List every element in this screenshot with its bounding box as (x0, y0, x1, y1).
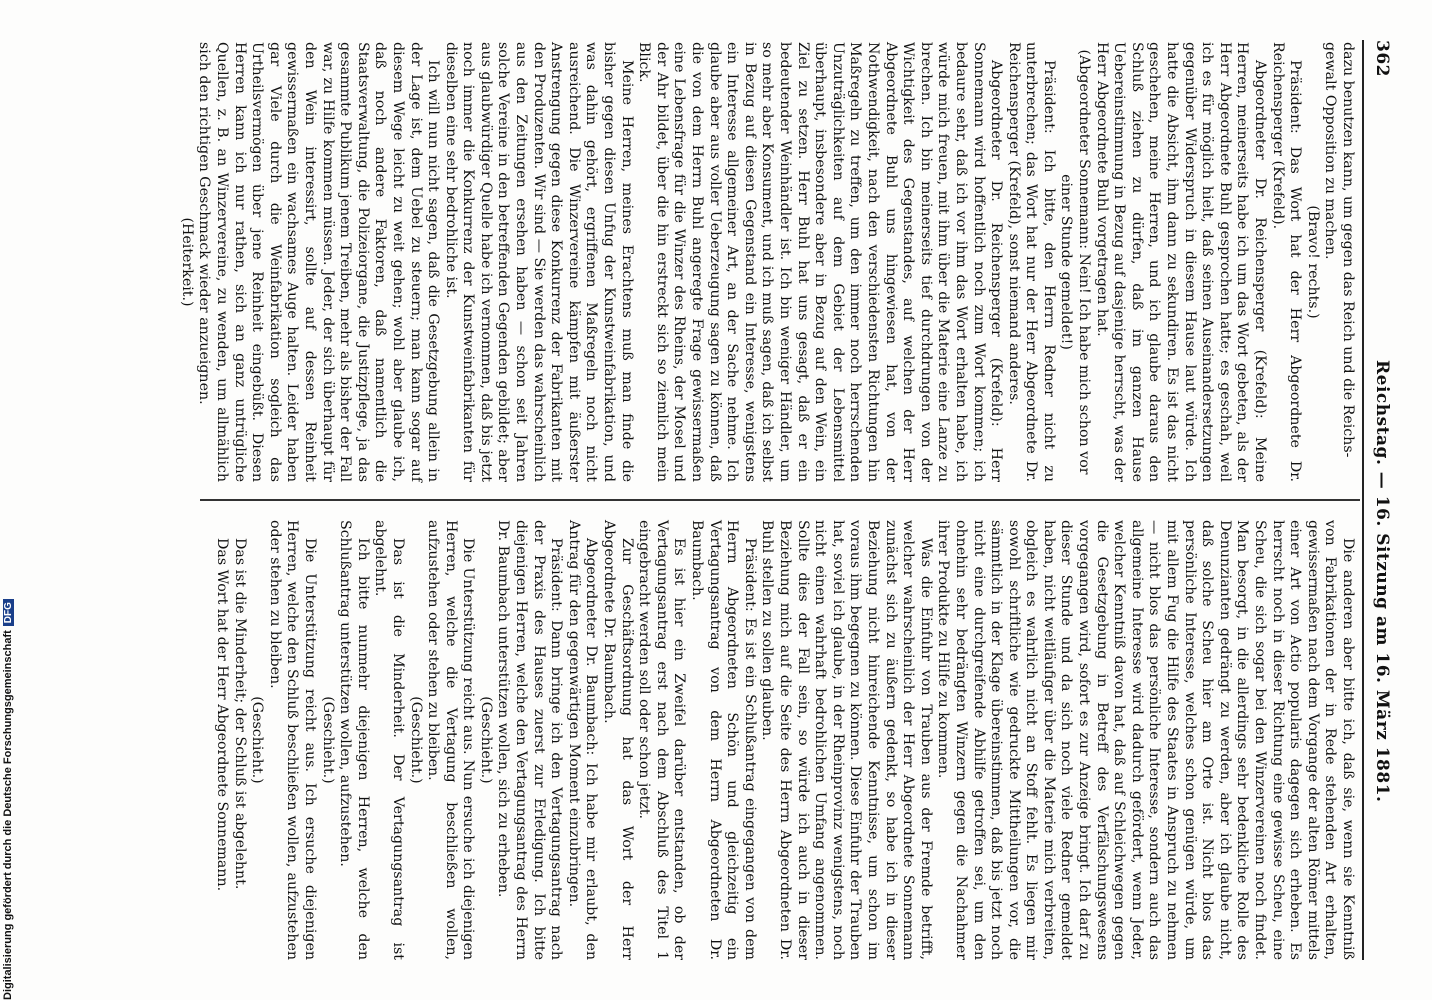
digitisation-credit (2, 600, 14, 1000)
paragraph: Das ist die Minderheit; der Schluß ist abgelehnt. (231, 538, 248, 890)
paragraph: Ich bitte nunmehr diejenigen Herren, welche den Schlußantrag unterstützen wollen, aufzustehen. (337, 520, 371, 960)
paragraph: Präsident: Es ist ein Schlußantrag eingegangen von dem Herrn Abgeordneten Schön und gleichzeitig ein Vertagungsantrag von dem Herrn Abgeordneten Dr. Baumbach. (689, 520, 758, 960)
column-divider (200, 499, 1360, 501)
paragraph: Abgeordneter Dr. Reichensperger (Krefeld): Meine Herren, meinerseits habe ich um das Wort gebeten, als der Herr Abgeordnete Buhl gesprochen hatte; es geschah, weil ich es für möglich hielt, daß seinen Auseinandersetzungen gegenüber Widerspruch in diesem Hause laut würde. Ich hatte die Absicht, ihm dann zu sekundiren. Es ist das nicht geschehen, meine Herren, und ich glaube daraus den Schluß ziehen zu dürfen, daß im ganzen Hause Uebereinstimmung in Bezug auf dasjenige herrscht, was der Herr Abgeordnete Buhl vorgetragen hat. (1093, 42, 1269, 482)
page-header (1364, 40, 1392, 960)
paragraph: (Heiterkeit.) (178, 217, 195, 307)
paragraph: Meine Herren, meines Erachtens muß man finde die bisher gegen diesen Unfug der Kunstweinfabrikation, und was dahin gehört, ergriffenen Maßregeln noch nicht ausreichend. Die Winzervereine kämpfen mit äußerster Anstrengung gegen diese Konkurrenz der Fabrikanten mit den Produzenten. Wir sind — Sie werden das wahrscheinlich aus den Zeitungen ersehen haben — schon seit Jahren solche Vereine in den betreffenden Gegenden gebildet; aber aus glaubwürdiger Quelle habe ich vernommen, daß bis jetzt noch immer die Konkurrenz der Kunstweinfabrikanten für dieselben eine sehr bedrohliche ist. (442, 42, 635, 482)
rotated-content (100, 0, 1400, 1000)
header-rule (1362, 40, 1364, 960)
paragraph: (Bravo! rechts.) (1304, 205, 1321, 319)
paragraph: Präsident: Dann bringe ich den Vertagungsantrag nach der Praxis des Hauses zuerst zur Erledigung. Ich bitte diejenigen Herren, welche den Vertagungsantrag des Herrn Dr. Baumbach unterstützen wollen, sich zu erheben. (495, 520, 565, 960)
paragraph: (Abgeordneter Sonnemann: Nein! Ich habe mich schon vor einer Stunde gemeldet!) (1058, 49, 1093, 475)
paragraph: Zur Geschäftsordnung hat das Wort der Herr Abgeordnete Dr. Baumbach. (601, 520, 635, 960)
running-head: Reichstag. — 16. Sitzung am 16. März 1881. (1372, 360, 1392, 803)
paragraph: Es ist hier ein Zweifel darüber entstanden, ob der Vertagungsantrag erst nach dem Abschluß des Titel 1 eingebracht werden soll oder schon jetzt. (636, 520, 688, 960)
page-number: 362 (1372, 40, 1392, 77)
paragraph: Abgeordneter Dr. Baumbach: Ich habe mir erlaubt, den Antrag für den gegenwärtigen Moment einzubringen. (565, 520, 600, 960)
dfg-logo: DFG (3, 599, 14, 626)
paragraph: Abgeordneter Dr. Reichensperger (Krefeld): Herr Sonnemann wird hoffentlich noch zum Wort kommen; ich bedaure sehr, daß ich vor ihm das Wort erhalten habe, ich würde mich freuen, mit ihm über die Materie eine Lanze zu brechen. Ich bin meinerseits tief durchdrungen von der Wichtigkeit des Gegenstandes, auf welchen der Herr Abgeordnete Buhl uns hingewiesen hat, von der Nothwendigkeit, nach den verschiedensten Richtungen hin Maßregeln zu treffen, um den immer noch herrschenden Unzuträglichkeiten auf dem Gebiet der Lebensmittel überhaupt, insbesondere aber in Bezug auf den Wein, ein Ziel zu setzen. Herr Buhl hat uns gesagt, daß er ein bedeutender Weinhändler ist. Ich bin weniger Händler, um so mehr aber Konsument, und ich muß sagen, daß ich selbst in Bezug auf diesen Gegenstand ein Interesse, wenigstens ein Interesse allgemeiner Art, an der Sache nehme. Ich glaube aber aus voller Ueberzeugung sagen zu können, daß die von dem Herrn Buhl angeregte Frage gewissermaßen eine Lebensfrage für die Winzer des Rheins, der Mosel und der Ahr bildet, über die hin erstreckt sich so ziemlich mein Blick. (636, 42, 1005, 482)
left-column (177, 42, 1356, 482)
paragraph: (Geschieht.) (319, 696, 336, 784)
paragraph: Das Wort hat der Herr Abgeordnete Sonnemann. (214, 538, 230, 892)
paragraph: (Geschieht.) (407, 696, 424, 784)
paragraph: dazu benutzen kann, um gegen das Reich und die Reichs- (1340, 42, 1356, 458)
paragraph: Das ist die Minderheit. Der Vertagungsantrag ist abgelehnt. (372, 520, 406, 960)
credit-text: Digitalisierung gefördert durch die Deutsche Forschungsgemeinschaft (2, 630, 14, 1000)
paragraph: Die Unterstützung reicht aus. Nun ersuche ich diejenigen Herren, welche die Vertagung beschließen wollen, aufzustehen oder stehen zu bleiben. (425, 520, 477, 960)
paragraph: (Geschieht.) (249, 696, 266, 784)
paragraph: Die Unterstützung reicht aus. Ich ersuche diejenigen Herren, welche den Schluß beschließen wollen, aufzustehen oder stehen zu bleiben. (266, 520, 318, 960)
paragraph: Ich will nun nicht sagen, daß die Gesetzgebung allein in der Lage ist, dem Uebel zu steuern; man kann sogar auf diesem Wege leicht zu weit gehen; wohl aber glaube ich, daß noch andere Faktoren, daß namentlich die Staatsverwaltung, die Polizeiorgane, die Justizpflege, ja das gesammte Publikum jenem Treiben, mehr als bisher der Fall war, zu Hilfe kommen müssen. Jeder, der sich überhaupt für den Wein interessirt, sollte auf dessen Reinheit gewissermaßen ein wachsames Auge halten. Leider haben gar Viele durch die Weinfabrikation sogleich das Urtheilsvermögen über jene Reinheit eingebüßt. Diesen Herren kann ich nur rathen, sich an ganz untrügliche Quellen, z. B. an Winzervereine, zu wenden, um allmählich sich den richtigen Geschmack wieder anzueignen. (196, 42, 442, 482)
right-column (212, 520, 1356, 960)
paragraph: Präsident: Ich bitte, den Herrn Redner nicht zu unterbrechen; das Wort hat nur der Herr Abgeordnete Dr. Reichensperger (Krefeld), sonst niemand anderes. (1005, 42, 1057, 482)
paragraph: (Geschieht.) (477, 696, 494, 784)
paragraph: Die anderen aber bitte ich, daß sie, wenn sie Kenntniß von Fabrikationen der in Rede stehenden Art erhalten, gewissermaßen nach dem Vorgange der alten Römer mittels einer Art von Actio popularis dagegen sich erheben. Es herrscht noch in dieser Richtung eine gewisse Scheu, eine Scheu, die sich sogar bei den Winzervereinen noch findet. Man besorgt, in die allerdings sehr bedenkliche Rolle des Denunzianten gedrängt zu werden, aber ich glaube nicht, daß solche Scheu hier am Orte ist. Nicht blos das persönliche Interesse, welches schon genügen würde, um mit allem Fug die Hilfe des Staates in Anspruch zu nehmen — nicht blos das persönliche Interesse, sondern auch das allgemeine Interesse wird dadurch gefördert, wenn Jeder, welcher Kenntniß davon hat, daß auf Schleichwegen gegen die Gesetzgebung in Betreff des Verfälschungswesens vorgegangen wird, sofort es zur Anzeige bringt. Ich darf zu dieser Stunde und da sich noch viele Redner gemeldet haben, nicht weitläufiger über die Materie mich verbreiten, obgleich es wahrlich nicht an Stoff fehlt. Es liegen mir sowohl schriftliche wie gedruckte Mittheilungen vor, die sämmtlich in der Klage übereinstimmen, daß bis jetzt noch nicht eine durchgreifende Abhilfe getroffen sei, um den ohnehin sehr bedrängten Winzern gegen die Nachahmer ihrer Produkte zu Hilfe zu kommen. (935, 520, 1356, 960)
paragraph: Präsident: Das Wort hat der Herr Abgeordnete Dr. Reichensperger (Krefeld). (1269, 42, 1304, 482)
paragraph: Was die Einfuhr von Trauben aus der Fremde betrifft, welcher wahrscheinlich der Herr Abgeordnete Sonnemann zunächst sich zu äußern gedenkt, so habe ich in dieser Beziehung nicht hinreichende Kenntnisse, um schon im voraus ihm begegnen zu können. Diese Einfuhr der Trauben hat, soviel ich glaube, in der Rheinprovinz wenigstens, noch nicht einen wahrhaft bedrohlichen Umfang angenommen. Sollte dies der Fall sein, so würde ich auch in dieser Beziehung mich auf die Seite des Herrn Abgeordneten Dr. Buhl stellen zu sollen glauben. (759, 520, 934, 960)
paragraph: gewalt Opposition zu machen. (1322, 42, 1339, 260)
